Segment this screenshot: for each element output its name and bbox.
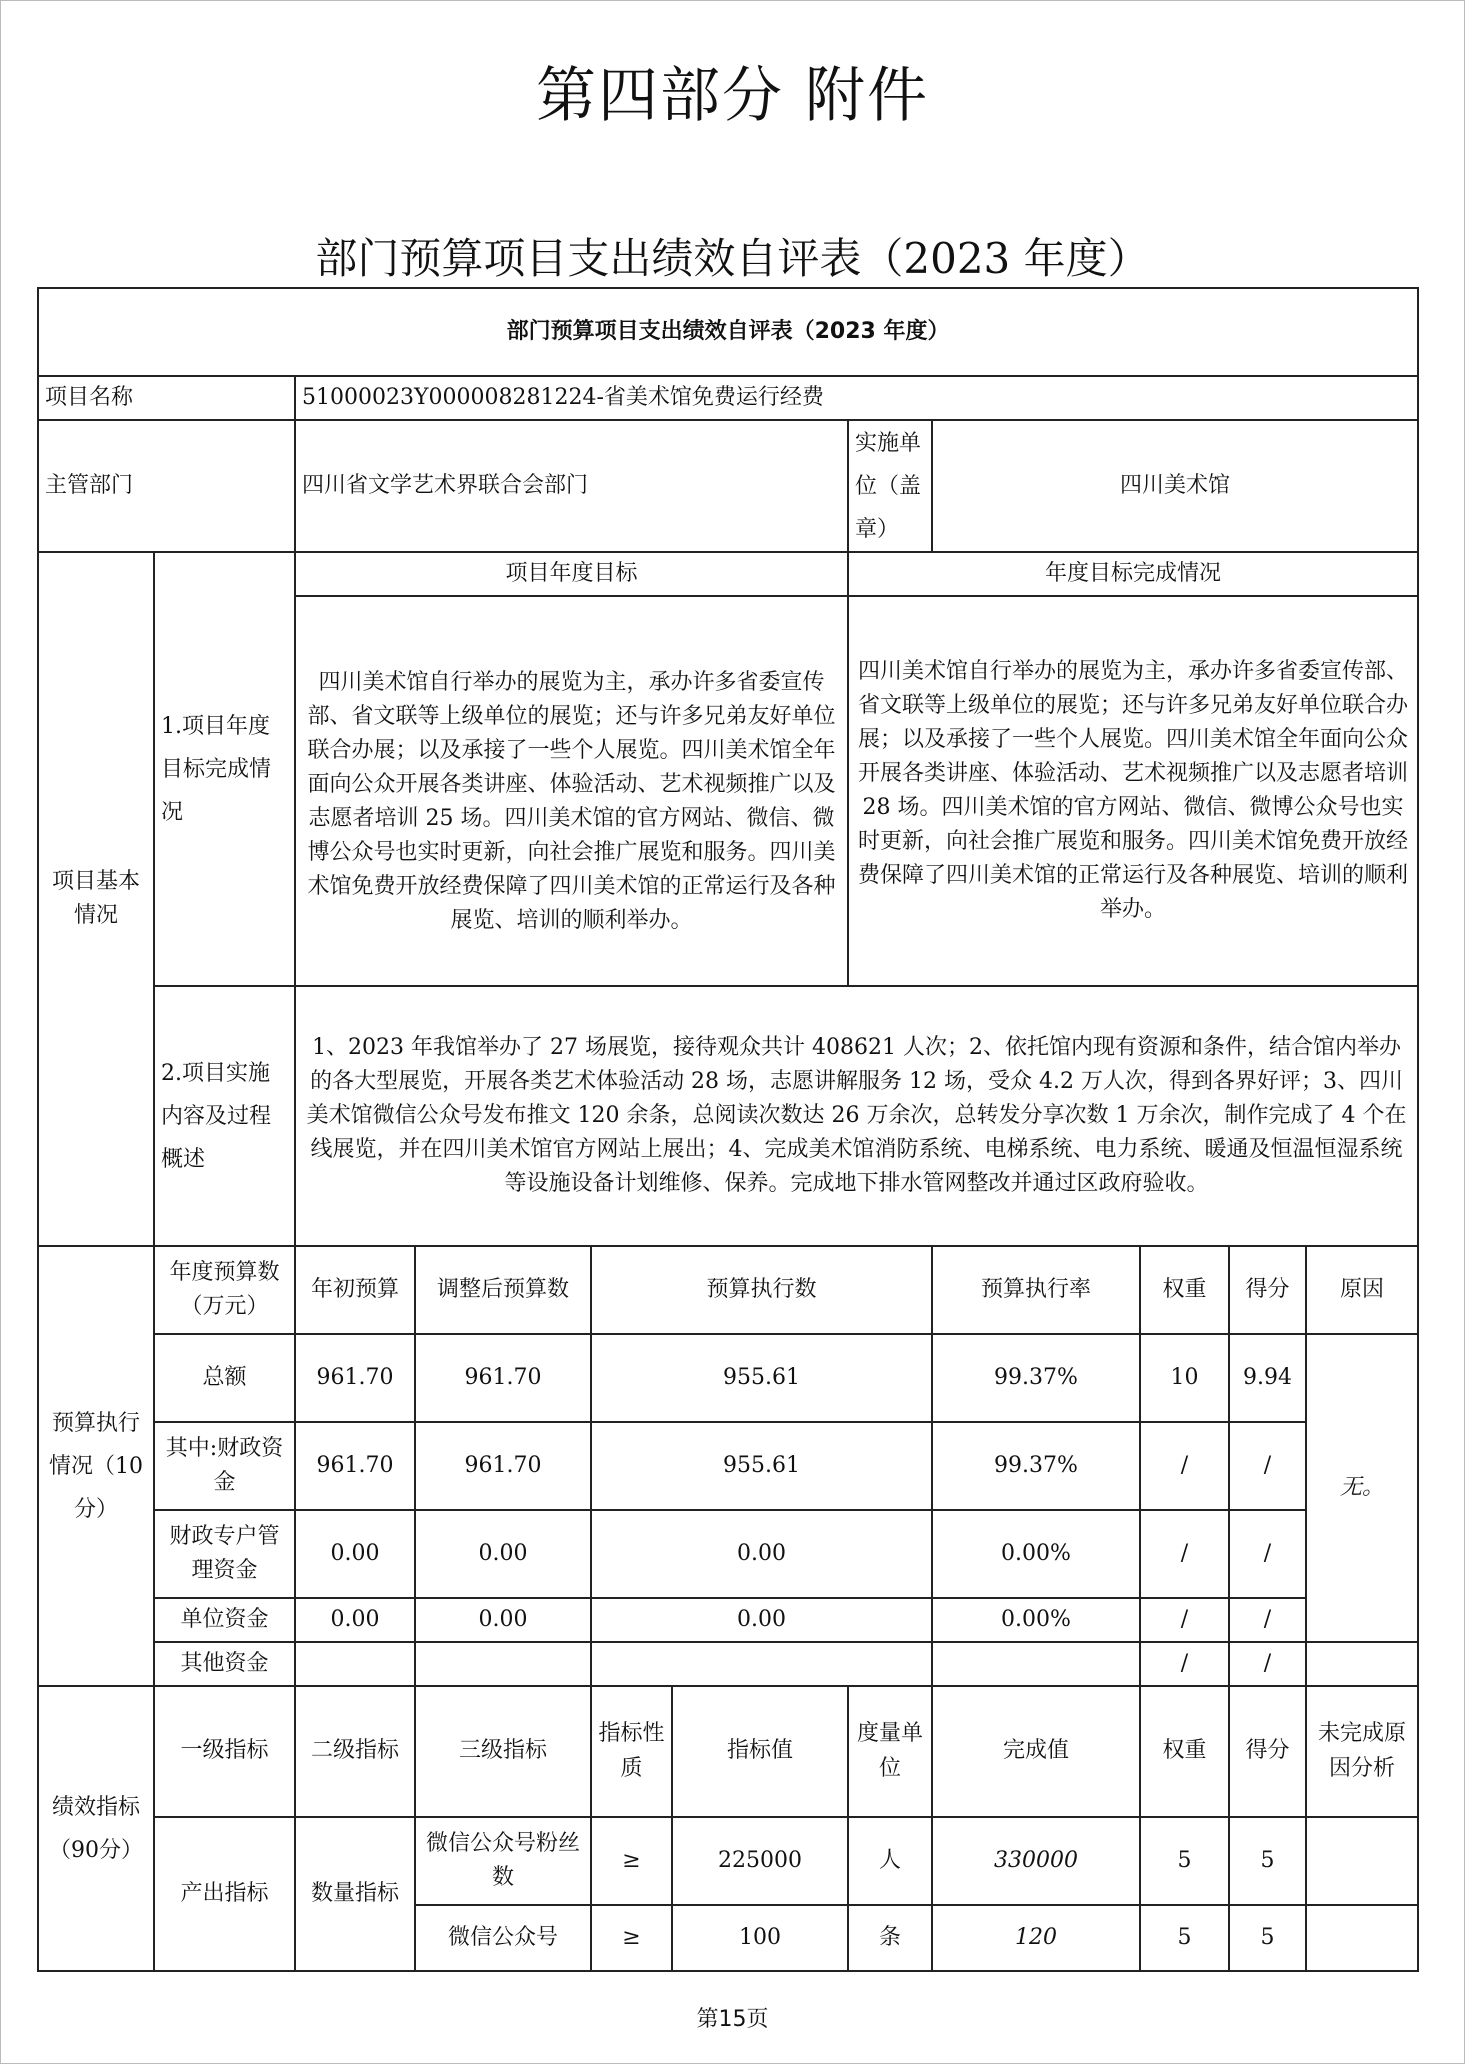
perf-level1: 产出指标 [154, 1817, 295, 1971]
perf-header-actual: 完成值 [932, 1686, 1140, 1817]
budget-executed: 955.61 [591, 1422, 932, 1510]
perf-header-reason: 未完成原因分析 [1306, 1686, 1418, 1817]
budget-initial [295, 1642, 415, 1686]
perf-weight: 5 [1140, 1817, 1229, 1905]
budget-initial: 961.70 [295, 1334, 415, 1422]
budget-initial: 0.00 [295, 1510, 415, 1598]
budget-rate: 99.37% [932, 1422, 1140, 1510]
budget-score: / [1229, 1510, 1306, 1598]
budget-executed: 955.61 [591, 1334, 932, 1422]
perf-label: 绩效指标（90分） [38, 1686, 154, 1971]
perf-weight: 5 [1140, 1905, 1229, 1971]
impl-unit-label: 实施单位（盖章） [848, 420, 932, 552]
page-number: 第15页 [696, 2007, 769, 2032]
document-title: 部门预算项目支出绩效自评表（2023 年度） [315, 234, 1150, 283]
self-evaluation-table [37, 287, 1419, 1972]
perf-header-weight: 权重 [1140, 1686, 1229, 1817]
budget-rate [932, 1642, 1140, 1686]
perf-header-score: 得分 [1229, 1686, 1306, 1817]
perf-actual: 120 [932, 1905, 1140, 1971]
budget-row-name: 其中:财政资金 [154, 1422, 295, 1510]
impl-unit-value: 四川美术馆 [932, 420, 1418, 552]
annual-goal-text: 四川美术馆自行举办的展览为主，承办许多省委宣传部、省文联等上级单位的展览；还与许多兄弟友好单位联合办展；以及承接了一些个人展览。四川美术馆全年面向公众开展各类讲座、体验活动、艺术视频推广以及志愿者培训 25 场。四川美术馆的官方网站、微信、微博公众号也实时更新，向社会推广展览和服务。四川美术馆免费开放经费保障了四川美术馆的正常运行及各种展览、培训的顺利举办。 [295, 596, 848, 986]
budget-row-name: 财政专户管理资金 [154, 1510, 295, 1598]
perf-header-level3: 三级指标 [415, 1686, 591, 1817]
perf-level3: 微信公众号 [415, 1905, 591, 1971]
budget-row-name: 其他资金 [154, 1642, 295, 1686]
budget-weight: / [1140, 1598, 1229, 1642]
perf-actual: 330000 [932, 1817, 1140, 1905]
perf-unit: 人 [848, 1817, 932, 1905]
budget-adjusted: 0.00 [415, 1598, 591, 1642]
budget-header-rate: 预算执行率 [932, 1246, 1140, 1334]
perf-nature: ≥ [591, 1905, 672, 1971]
annual-goal-header: 项目年度目标 [295, 552, 848, 596]
budget-adjusted: 961.70 [415, 1422, 591, 1510]
perf-header-nature: 指标性质 [591, 1686, 672, 1817]
perf-header-target: 指标值 [672, 1686, 848, 1817]
impl-label: 2.项目实施内容及过程概述 [154, 986, 295, 1246]
budget-row-name: 单位资金 [154, 1598, 295, 1642]
budget-header-score: 得分 [1229, 1246, 1306, 1334]
budget-row-total [38, 1334, 1418, 1422]
budget-rate: 0.00% [932, 1598, 1140, 1642]
project-name-value: 51000023Y000008281224-省美术馆免费运行经费 [295, 376, 1418, 420]
budget-adjusted: 961.70 [415, 1334, 591, 1422]
perf-header-level1: 一级指标 [154, 1686, 295, 1817]
dept-value: 四川省文学艺术界联合会部门 [295, 420, 848, 552]
budget-score: / [1229, 1642, 1306, 1686]
project-name-label: 项目名称 [38, 376, 295, 420]
budget-row-unit [38, 1598, 1418, 1642]
budget-header-weight: 权重 [1140, 1246, 1229, 1334]
budget-rate: 0.00% [932, 1510, 1140, 1598]
budget-header-initial: 年初预算 [295, 1246, 415, 1334]
budget-score: / [1229, 1422, 1306, 1510]
part-title: 第四部分 附件 [535, 61, 930, 131]
perf-target: 225000 [672, 1817, 848, 1905]
budget-rate: 99.37% [932, 1334, 1140, 1422]
annual-completion-header: 年度目标完成情况 [848, 552, 1418, 596]
perf-row [38, 1817, 1418, 1905]
perf-target: 100 [672, 1905, 848, 1971]
perf-reason [1306, 1905, 1418, 1971]
annual-completion-text: 四川美术馆自行举办的展览为主，承办许多省委宣传部、省文联等上级单位的展览；还与许多兄弟友好单位联合办展；以及承接了一些个人展览。四川美术馆全年面向公众开展各类讲座、体验活动、艺术视频推广以及志愿者培训 28 场。四川美术馆的官方网站、微信、微博公众号也实时更新，向社会推广展览和服务。四川美术馆免费开放经费保障了四川美术馆的正常运行及各种展览、培训的顺利举办。 [848, 596, 1418, 986]
impl-text: 1、2023 年我馆举办了 27 场展览，接待观众共计 408621 人次；2、依托馆内现有资源和条件，结合馆内举办的各大型展览，开展各类艺术体验活动 28 场，志愿讲解服务 12 场，受众 4.2 万人次，得到各界好评；3、四川美术馆微信公众号发布推文 120 余条，总阅读次数达 26 万余次，总转发分享次数 1 万余次，制作完成了 4 个在线展览，并在四川美术馆官方网站上展出；4、完成美术馆消防系统、电梯系统、电力系统、暖通及恒温恒湿系统等设施设备计划维修、保养。完成地下排水管网整改并通过区政府验收。 [295, 986, 1418, 1246]
perf-score: 5 [1229, 1817, 1306, 1905]
budget-weight: / [1140, 1510, 1229, 1598]
budget-adjusted [415, 1642, 591, 1686]
budget-row-other [38, 1642, 1418, 1686]
budget-reason: 无。 [1306, 1334, 1418, 1642]
budget-row-special [38, 1510, 1418, 1598]
perf-nature: ≥ [591, 1817, 672, 1905]
budget-weight: 10 [1140, 1334, 1229, 1422]
budget-initial: 961.70 [295, 1422, 415, 1510]
budget-header-reason: 原因 [1306, 1246, 1418, 1334]
budget-header-annual: 年度预算数（万元） [154, 1246, 295, 1334]
budget-weight: / [1140, 1642, 1229, 1686]
budget-header-adjusted: 调整后预算数 [415, 1246, 591, 1334]
budget-header-executed: 预算执行数 [591, 1246, 932, 1334]
perf-score: 5 [1229, 1905, 1306, 1971]
budget-executed [591, 1642, 932, 1686]
perf-level3: 微信公众号粉丝数 [415, 1817, 591, 1905]
perf-unit: 条 [848, 1905, 932, 1971]
budget-adjusted: 0.00 [415, 1510, 591, 1598]
budget-label: 预算执行情况（10分） [38, 1246, 154, 1686]
perf-header-level2: 二级指标 [295, 1686, 415, 1817]
budget-reason-empty [1306, 1642, 1418, 1686]
perf-reason [1306, 1817, 1418, 1905]
budget-executed: 0.00 [591, 1510, 932, 1598]
perf-header-unit: 度量单位 [848, 1686, 932, 1817]
budget-score: 9.94 [1229, 1334, 1306, 1422]
table-header: 部门预算项目支出绩效自评表（2023 年度） [38, 288, 1418, 376]
budget-row-fiscal [38, 1422, 1418, 1510]
perf-level2: 数量指标 [295, 1817, 415, 1971]
goal-status-label: 1.项目年度目标完成情况 [154, 552, 295, 986]
budget-row-name: 总额 [154, 1334, 295, 1422]
budget-score: / [1229, 1598, 1306, 1642]
budget-executed: 0.00 [591, 1598, 932, 1642]
basic-info-label: 项目基本情况 [38, 552, 154, 1246]
budget-initial: 0.00 [295, 1598, 415, 1642]
dept-label: 主管部门 [38, 420, 295, 552]
budget-weight: / [1140, 1422, 1229, 1510]
